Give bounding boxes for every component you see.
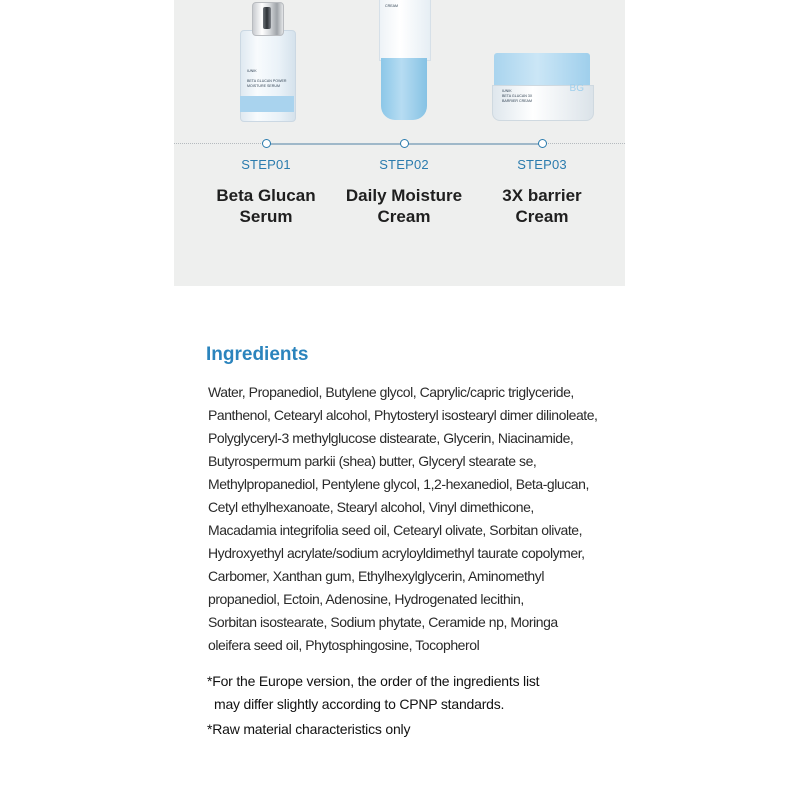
step-1-name-line2: Serum xyxy=(239,207,293,226)
step-3-name-line2: Cream xyxy=(515,207,569,226)
ingredients-line: Hydroxyethyl acrylate/sodium acryloyldimethyl taurate copolymer, xyxy=(208,545,585,561)
cream-jar-image xyxy=(492,53,592,121)
ingredients-line: Polyglyceryl-3 methylglucose distearate, Glycerin, Niacinamide, xyxy=(208,430,574,446)
serum-label xyxy=(247,69,293,89)
ingredients-line: Macadamia integrifolia seed oil, Cetearyl olivate, Sorbitan olivate, xyxy=(208,522,583,538)
tube-label-area xyxy=(379,0,431,61)
raw-material-note: *Raw material characteristics only xyxy=(207,721,411,737)
step-2-marker xyxy=(400,139,409,148)
ingredients-line: Cetyl ethylhexanoate, Stearyl alcohol, Vinyl dimethicone, xyxy=(208,499,534,515)
step-3-name-line1: 3X barrier xyxy=(502,186,582,205)
step-1-product-name xyxy=(196,185,336,227)
europe-note-line2: may differ slightly according to CPNP standards. xyxy=(214,696,505,712)
step-3-marker xyxy=(538,139,547,148)
jar-label-line1: BETA GLUCAN 3X xyxy=(502,94,533,98)
step-2-name-line1: Daily Moisture xyxy=(345,186,463,205)
ingredients-line: Water, Propanediol, Butylene glycol, Caprylic/capric triglyceride, xyxy=(208,384,574,400)
serum-label-line2: MOISTURE SERUM xyxy=(247,84,280,88)
ingredients-line: Methylpropanediol, Pentylene glycol, 1,2-hexanediol, Beta-glucan, xyxy=(208,476,589,492)
cream-tube-image xyxy=(379,0,429,120)
serum-label-stripe xyxy=(240,96,294,112)
ingredients-line: Panthenol, Cetearyl alcohol, Phytosteryl isostearyl dimer dilinoleate, xyxy=(208,407,598,423)
ingredients-line: Butyrospermum parkii (shea) butter, Glyceryl stearate se, xyxy=(208,453,537,469)
ingredients-line: Sorbitan isostearate, Sodium phytate, Ceramide np, Moringa xyxy=(208,614,558,630)
routine-panel xyxy=(174,0,625,286)
tube-cap xyxy=(381,58,427,120)
step-1-marker xyxy=(262,139,271,148)
step-1-name-line1: Beta Glucan xyxy=(216,186,316,205)
step-2-product-name xyxy=(334,185,474,227)
serum-bottle-image xyxy=(238,0,296,120)
jar-brand: IUNIK xyxy=(502,89,512,93)
jar-lid xyxy=(494,53,590,87)
europe-note-line1: *For the Europe version, the order of the ingredients list xyxy=(207,673,540,689)
jar-bg-mark: BG xyxy=(569,83,584,94)
jar-label-line2: BARRIER CREAM xyxy=(502,99,532,103)
ingredients-list xyxy=(208,381,628,657)
ingredients-line: Carbomer, Xanthan gum, Ethylhexylglycerin, Aminomethyl xyxy=(208,568,544,584)
serum-brand: IUNIK xyxy=(247,69,257,73)
step-2-name-line2: Cream xyxy=(377,207,431,226)
step-3-product-name xyxy=(472,185,612,227)
step-3-label: STEP03 xyxy=(517,157,567,172)
tube-label-line1: CREAM xyxy=(385,4,398,8)
ingredients-heading: Ingredients xyxy=(206,344,309,365)
serum-dropper-cap xyxy=(252,2,284,36)
step-1-label: STEP01 xyxy=(241,157,291,172)
step-2-label: STEP02 xyxy=(379,157,429,172)
ingredients-line: propanediol, Ectoin, Adenosine, Hydrogenated lecithin, xyxy=(208,591,524,607)
ingredients-line: oleifera seed oil, Phytosphingosine, Tocopherol xyxy=(208,637,480,653)
serum-label-line1: BETA GLUCAN POWER xyxy=(247,79,287,83)
